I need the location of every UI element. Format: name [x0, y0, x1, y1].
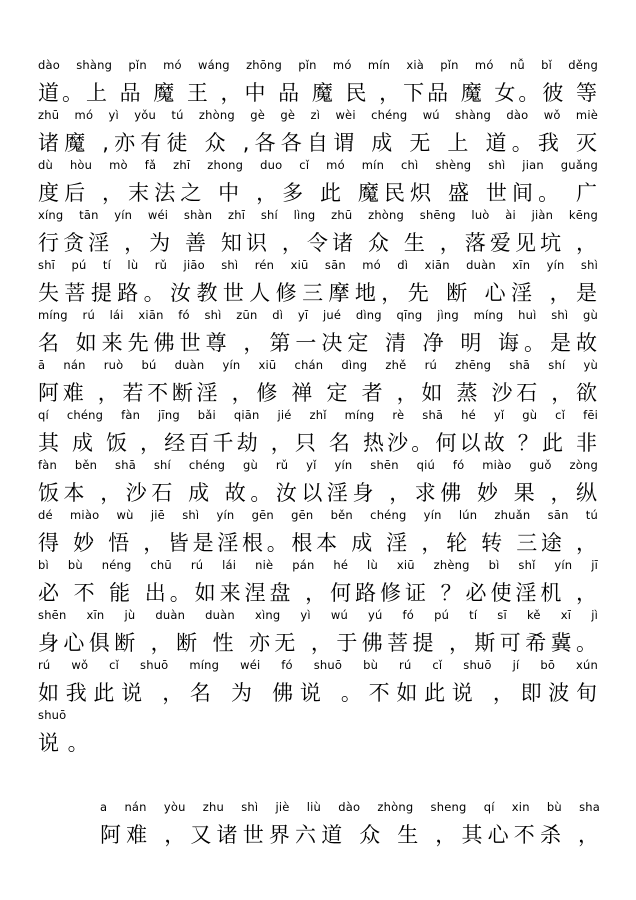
hanzi-line-1: 道。上 品 魔 王 ，中 品 魔 民 ，下品 魔 女。彼 等	[38, 81, 598, 105]
pinyin-line-11: bì bù néng chū rú lái niè pán hé lù xiū zhèng bì shǐ yín jī	[38, 558, 598, 572]
hanzi-line-10: 得 妙 悟 ，皆是淫根。根本 成 淫 ，轮 转 三途 ，	[38, 531, 598, 555]
pinyin-line-1: dào shàng pǐn mó wáng zhōng pǐn mó mín xià pǐn mó nǚ bǐ děng	[38, 58, 598, 72]
hanzi-line-11: 必 不 能 出。如来涅盘 ，何路修证 ？必使淫机 ，	[38, 581, 598, 605]
hanzi-line-7: 阿难 ，若不断淫 ，修 禅 定 者 ，如 蒸 沙石 ，欲	[38, 381, 598, 405]
hanzi-line-15: 阿难 ，又诸世界六道 众 生 ，其心不杀 ，	[100, 823, 600, 847]
pinyin-line-4: xíng tān yín wéi shàn zhī shí lìng zhū zhòng shēng luò ài jiàn kēng	[38, 208, 598, 222]
pinyin-line-13: rú wǒ cǐ shuō míng wéi fó shuō bù rú cǐ shuō jí bō xún	[38, 658, 598, 672]
pinyin-line-3: dù hòu mò fǎ zhī zhong duo cǐ mó mín chì shèng shì jian guǎng	[38, 158, 598, 172]
hanzi-line-8: 其 成 饭 ，经百千劫 ，只 名 热沙。何以故 ？此 非	[38, 431, 598, 455]
pinyin-line-14: shuō	[38, 708, 67, 722]
hanzi-line-12: 身心俱断 ，断 性 亦无 ，于佛菩提 ，斯可希冀。	[38, 631, 598, 655]
pinyin-line-2: zhū mó yì yǒu tú zhòng gè gè zì wèi chéng wú shàng dào wǒ miè	[38, 108, 598, 122]
pinyin-line-7: ā nán ruò bú duàn yín xiū chán dìng zhě rú zhēng shā shí yù	[38, 358, 598, 372]
pinyin-line-9: fàn běn shā shí chéng gù rǔ yǐ yín shēn qiú fó miào guǒ zòng	[38, 458, 598, 472]
hanzi-line-13: 如我此说 ，名 为 佛说 。不如此说 ，即波旬	[38, 681, 598, 705]
hanzi-line-5: 失菩提路。汝教世人修三摩地，先 断 心淫 ，是	[38, 281, 598, 305]
pinyin-line-12: shēn xīn jù duàn duàn xìng yì wú yú fó pú tí sī kě xī jì	[38, 608, 598, 622]
pinyin-line-15: a nán yòu zhu shì jiè liù dào zhòng sheng qí xin bù sha	[100, 800, 600, 814]
pinyin-line-10: dé miào wù jiē shì yín gēn gēn běn chéng yín lún zhuǎn sān tú	[38, 508, 598, 522]
pinyin-line-6: míng rú lái xiān fó shì zūn dì yī jué dìng qīng jìng míng huì shì gù	[38, 308, 598, 322]
hanzi-line-6: 名 如来先佛世尊 ，第一决定 清 净 明 诲。是故	[38, 331, 598, 355]
hanzi-line-14: 说 。	[38, 731, 90, 755]
pinyin-line-8: qí chéng fàn jīng bǎi qiān jié zhǐ míng rè shā hé yǐ gù cǐ fēi	[38, 408, 598, 422]
hanzi-line-2: 诸魔 ,亦有徒 众 ,各各自谓 成 无 上 道。我 灭	[38, 131, 598, 155]
hanzi-line-9: 饭本 ，沙石 成 故。汝以淫身 ，求佛 妙 果 ，纵	[38, 481, 598, 505]
hanzi-line-4: 行贪淫 ，为 善 知识 ，令诸 众 生 ，落爱见坑 ，	[38, 231, 598, 255]
pinyin-line-5: shī pú tí lù rǔ jiāo shì rén xiū sān mó dì xiān duàn xīn yín shì	[38, 258, 598, 272]
hanzi-line-3: 度后 ，末法之 中 ，多 此 魔民炽 盛 世间。 广	[38, 181, 598, 205]
